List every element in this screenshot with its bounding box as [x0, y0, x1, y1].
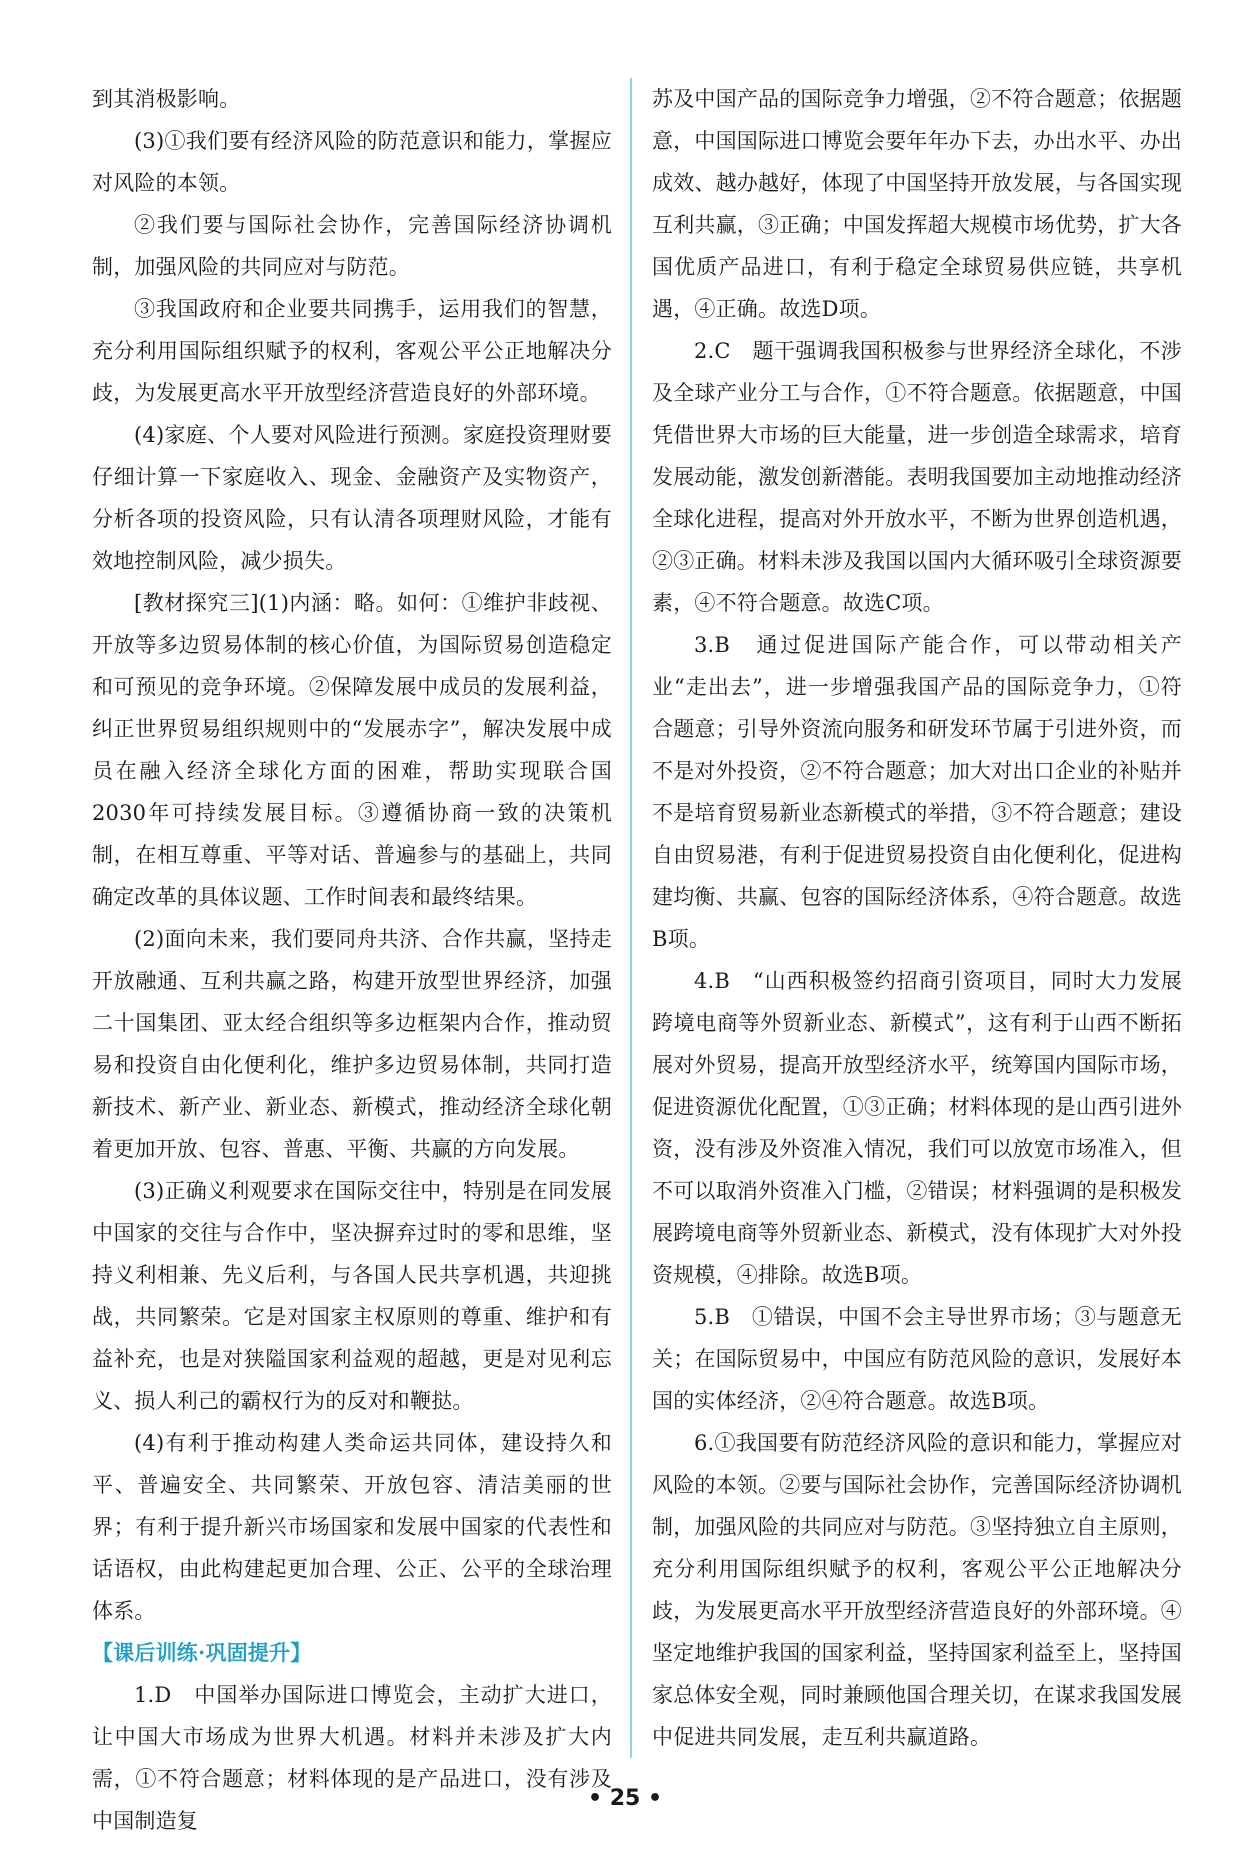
paragraph: (3)正确义利观要求在国际交往中，特别是在同发展中国家的交往与合作中，坚决摒弃过时的零和思维，坚持义利相兼、先义后利，与各国人民共享机遇，共迎挑战，共同繁荣。它是对国家主权原则的尊重、维护和有益补充，也是对狭隘国家利益观的超越，更是对见利忘义、损人利己的霸权行为的反对和鞭挞。 [92, 1179, 612, 1413]
paragraph: ③我国政府和企业要共同携手，运用我们的智慧，充分利用国际组织赋予的权利，客观公平公正地解决分歧，为发展更高水平开放型经济营造良好的外部环境。 [92, 297, 612, 405]
page-number: • 25 • [587, 1786, 663, 1811]
paragraph: 到其消极影响。 [92, 87, 241, 111]
paragraph: 2.C 题干强调我国积极参与世界经济全球化，不涉及全球产业分工与合作，①不符合题意。依据题意，中国凭借世界大市场的巨大能量，进一步创造全球需求，培育发展动能，激发创新潜能。表明我国要加主动地推动经济全球化进程，提高对外开放水平，不断为世界创造机遇，②③正确。材料未涉及我国以国内大循环吸引全球资源要素，④不符合题意。故选C项。 [652, 339, 1182, 615]
right-column [652, 78, 1182, 1758]
paragraph: 3.B 通过促进国际产能合作，可以带动相关产业“走出去”，进一步增强我国产品的国际竞争力，①符合题意；引导外资流向服务和研发环节属于引进外资，而不是对外投资，②不符合题意；加大对出口企业的补贴并不是培育贸易新业态新模式的举措，③不符合题意；建设自由贸易港，有利于促进贸易投资自由化便利化，促进构建均衡、共赢、包容的国际经济体系，④符合题意。故选B项。 [652, 633, 1182, 951]
paragraph: (4)有利于推动构建人类命运共同体，建设持久和平、普遍安全、共同繁荣、开放包容、清洁美丽的世界；有利于提升新兴市场国家和发展中国家的代表性和话语权，由此构建起更加合理、公正、公平的全球治理体系。 [92, 1431, 612, 1623]
section-heading: 【课后训练·巩固提升】 [92, 1640, 312, 1665]
paragraph: 6.①我国要有防范经济风险的意识和能力，掌握应对风险的本领。②要与国际社会协作，完善国际经济协调机制，加强风险的共同应对与防范。③坚持独立自主原则，充分利用国际组织赋予的权利，客观公平公正地解决分歧，为发展更高水平开放型经济营造良好的外部环境。④坚定地维护我国的国家利益，坚持国家利益至上，坚持国家总体安全观，同时兼顾他国合理关切，在谋求我国发展中促进共同发展，走互利共赢道路。 [652, 1431, 1182, 1749]
paragraph: (2)面向未来，我们要同舟共济、合作共赢，坚持走开放融通、互利共赢之路，构建开放型世界经济，加强二十国集团、亚太经合组织等多边框架内合作，推动贸易和投资自由化便利化，维护多边贸易体制，共同打造新技术、新产业、新业态、新模式，推动经济全球化朝着更加开放、包容、普惠、平衡、共赢的方向发展。 [92, 927, 612, 1161]
paragraph: (3)①我们要有经济风险的防范意识和能力，掌握应对风险的本领。 [92, 129, 612, 195]
paragraph: 苏及中国产品的国际竞争力增强，②不符合题意；依据题意，中国国际进口博览会要年年办下去，办出水平、办出成效、越办越好，体现了中国坚持开放发展，与各国实现互利共赢，③正确；中国发挥超大规模市场优势，扩大各国优质产品进口，有利于稳定全球贸易供应链，共享机遇，④正确。故选D项。 [652, 87, 1182, 321]
paragraph: [教材探究三](1)内涵：略。如何：①维护非歧视、开放等多边贸易体制的核心价值，为国际贸易创造稳定和可预见的竞争环境。②保障发展中成员的发展利益，纠正世界贸易组织规则中的“发展赤字”，解决发展中成员在融入经济全球化方面的困难，帮助实现联合国2030年可持续发展目标。③遵循协商一致的决策机制，在相互尊重、平等对话、普遍参与的基础上，共同确定改革的具体议题、工作时间表和最终结果。 [92, 591, 612, 909]
paragraph: 5.B ①错误，中国不会主导世界市场；③与题意无关；在国际贸易中，中国应有防范风险的意识，发展好本国的实体经济，②④符合题意。故选B项。 [652, 1305, 1182, 1413]
paragraph: 4.B “山西积极签约招商引资项目，同时大力发展跨境电商等外贸新业态、新模式”，这有利于山西不断拓展对外贸易，提高开放型经济水平，统筹国内国际市场，促进资源优化配置，①③正确；材料体现的是山西引进外资，没有涉及外资准入情况，我们可以放宽市场准入，但不可以取消外资准入门槛，②错误；材料强调的是积极发展跨境电商等外贸新业态、新模式，没有体现扩大对外投资规模，④排除。故选B项。 [652, 969, 1182, 1287]
paragraph: (4)家庭、个人要对风险进行预测。家庭投资理财要仔细计算一下家庭收入、现金、金融资产及实物资产，分析各项的投资风险，只有认清各项理财风险，才能有效地控制风险，减少损失。 [92, 423, 612, 573]
paragraph: 1.D 中国举办国际进口博览会，主动扩大进口，让中国大市场成为世界大机遇。材料并未涉及扩大内需，①不符合题意；材料体现的是产品进口，没有涉及中国制造复 [92, 1683, 612, 1833]
column-divider [630, 78, 632, 1758]
paragraph: ②我们要与国际社会协作，完善国际经济协调机制，加强风险的共同应对与防范。 [92, 213, 612, 279]
left-column [92, 78, 612, 1842]
